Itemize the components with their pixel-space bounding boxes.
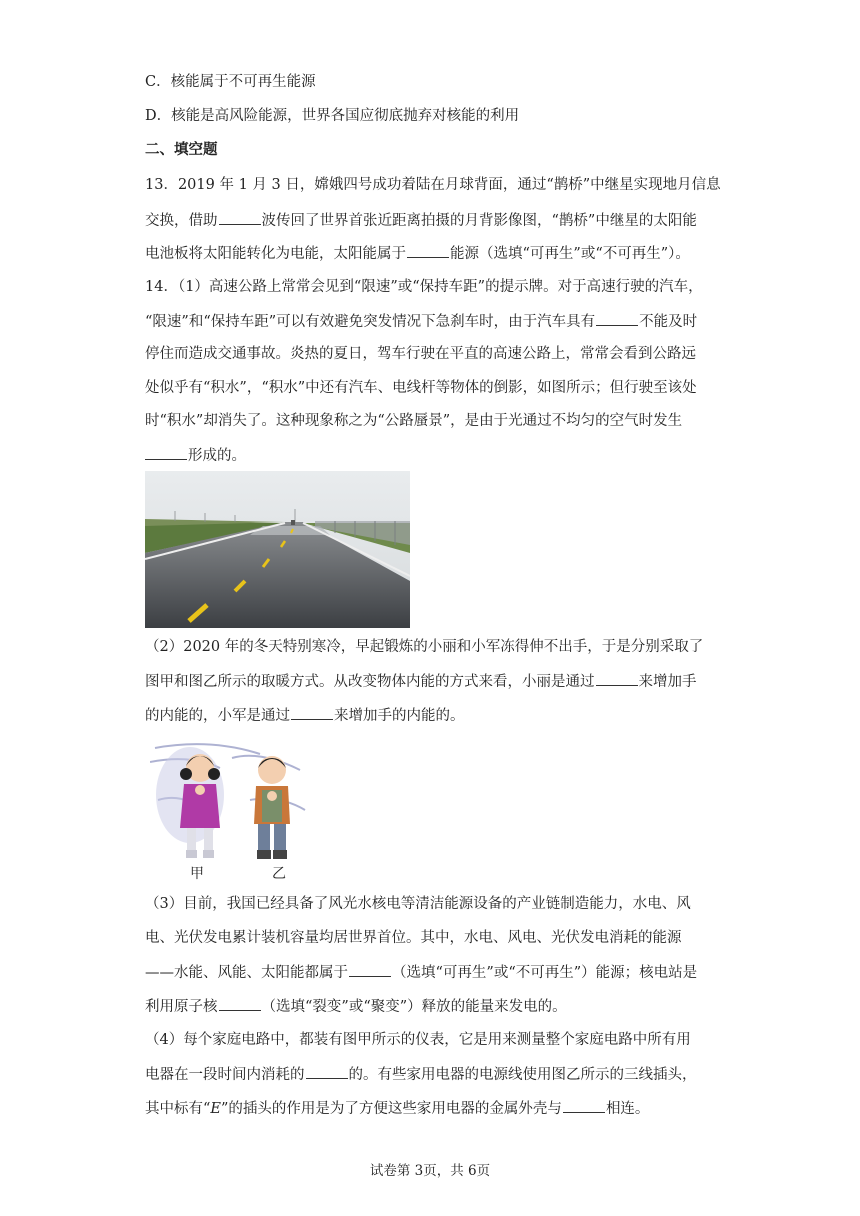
answer-blank[interactable] bbox=[407, 243, 449, 258]
answer-blank[interactable] bbox=[596, 671, 638, 686]
q14-4-line-2 bbox=[145, 1064, 697, 1084]
q14-2-line-1: （2）2020 年的冬天特别寒冷，早起锻炼的小丽和小军冻得伸不出手，于是分别采取了 bbox=[145, 639, 704, 655]
answer-blank[interactable] bbox=[219, 210, 261, 225]
q13-text: 交换，借助 bbox=[145, 213, 218, 229]
answer-blank[interactable] bbox=[349, 962, 391, 977]
q14-text: 相连。 bbox=[605, 1101, 650, 1117]
q14-4-line-3 bbox=[145, 1098, 649, 1118]
plug-label-e: E bbox=[210, 1101, 222, 1117]
q14-2-line-3 bbox=[145, 705, 465, 725]
option-d: D．核能是高风险能源，世界各国应彻底抛弃对核能的利用 bbox=[145, 108, 520, 124]
q13-text: 能源（选填“可再生”或“不可再生”）。 bbox=[450, 246, 690, 262]
q14-3-line-1: （3）目前，我国已经具备了风光水核电等清洁能源设备的产业链制造能力，水电、风 bbox=[145, 896, 691, 912]
q14-4-line-1: （4）每个家庭电路中，都装有图甲所示的仪表，它是用来测量整个家庭电路中所有用 bbox=[145, 1032, 691, 1048]
q14-1-line-6 bbox=[145, 445, 246, 465]
q14-text: 图甲和图乙所示的取暖方式。从改变物体内能的方式来看，小丽是通过 bbox=[145, 674, 595, 690]
q14-text: ”的插头的作用是为了方便这些家用电器的金属外壳与 bbox=[221, 1101, 562, 1117]
option-c: C．核能属于不可再生能源 bbox=[145, 74, 316, 90]
figure-label-yi: 乙 bbox=[272, 866, 286, 882]
q13-line-3 bbox=[145, 243, 690, 263]
q14-1-line-1: 14．（1）高速公路上常常会见到“限速”或“保持车距”的提示牌。对于高速行驶的汽车， bbox=[145, 279, 703, 295]
q14-text: ——水能、风能、太阳能都属于 bbox=[145, 965, 348, 981]
answer-blank[interactable] bbox=[219, 996, 261, 1011]
q14-text: 形成的。 bbox=[188, 448, 246, 464]
kids-warming-hands-illustration bbox=[150, 740, 310, 882]
q14-3-line-4 bbox=[145, 996, 567, 1016]
q14-text: （选填“可再生”或“不可再生”）能源；核电站是 bbox=[392, 965, 698, 981]
answer-blank[interactable] bbox=[291, 705, 333, 720]
q14-text: 利用原子核 bbox=[145, 999, 218, 1015]
q14-1-line-4: 处似乎有“积水”，“积水”中还有汽车、电线杆等物体的倒影，如图所示；但行驶至该处 bbox=[145, 380, 697, 396]
q14-text: 其中标有“ bbox=[145, 1101, 211, 1117]
q14-text: “限速”和“保持车距”可以有效避免突发情况下急刹车时，由于汽车具有 bbox=[145, 314, 596, 330]
q14-3-line-2: 电、光伏发电累计装机容量均居世界首位。其中，水电、风电、光伏发电消耗的能源 bbox=[145, 930, 682, 946]
section-title: 二、填空题 bbox=[145, 142, 218, 158]
boy-figure bbox=[254, 756, 290, 859]
q14-3-line-3 bbox=[145, 962, 697, 982]
page-footer: 试卷第 3页，共 6页 bbox=[369, 1163, 491, 1179]
answer-blank[interactable] bbox=[563, 1098, 605, 1113]
q14-1-line-3: 停住而造成交通事故。炎热的夏日，驾车行驶在平直的高速公路上，常常会看到公路远 bbox=[145, 346, 696, 362]
answer-blank[interactable] bbox=[596, 311, 638, 326]
answer-blank[interactable] bbox=[145, 445, 187, 460]
q13-line-1: 13．2019 年 1 月 3 日，嫦娥四号成功着陆在月球背面，通过“鹊桥”中继星实现地月信息 bbox=[145, 177, 721, 193]
figure-label-jia: 甲 bbox=[190, 866, 204, 882]
q14-1-line-5: 时“积水”却消失了。这种现象称之为“公路蜃景”，是由于光通过不均匀的空气时发生 bbox=[145, 413, 683, 429]
q14-text: 来增加手的内能的。 bbox=[334, 708, 465, 724]
q14-text: （选填“裂变”或“聚变”）释放的能量来发电的。 bbox=[261, 999, 567, 1015]
q14-text: 电器在一段时间内消耗的 bbox=[145, 1067, 305, 1083]
q13-text: 电池板将太阳能转化为电能，太阳能属于 bbox=[145, 246, 406, 262]
q14-text: 来增加手 bbox=[638, 674, 697, 690]
q14-text: 的。有些家用电器的电源线使用图乙所示的三线插头， bbox=[348, 1067, 697, 1083]
q14-text: 的内能的，小军是通过 bbox=[145, 708, 290, 724]
answer-blank[interactable] bbox=[306, 1064, 348, 1079]
q14-1-line-2 bbox=[145, 311, 697, 331]
q14-text: 不能及时 bbox=[639, 314, 698, 330]
q13-text: 波传回了世界首张近距离拍摄的月背影像图，“鹊桥”中继星的太阳能 bbox=[261, 213, 697, 229]
highway-mirage-photo bbox=[145, 471, 410, 628]
q14-2-line-2 bbox=[145, 671, 697, 691]
q13-line-2 bbox=[145, 210, 697, 230]
